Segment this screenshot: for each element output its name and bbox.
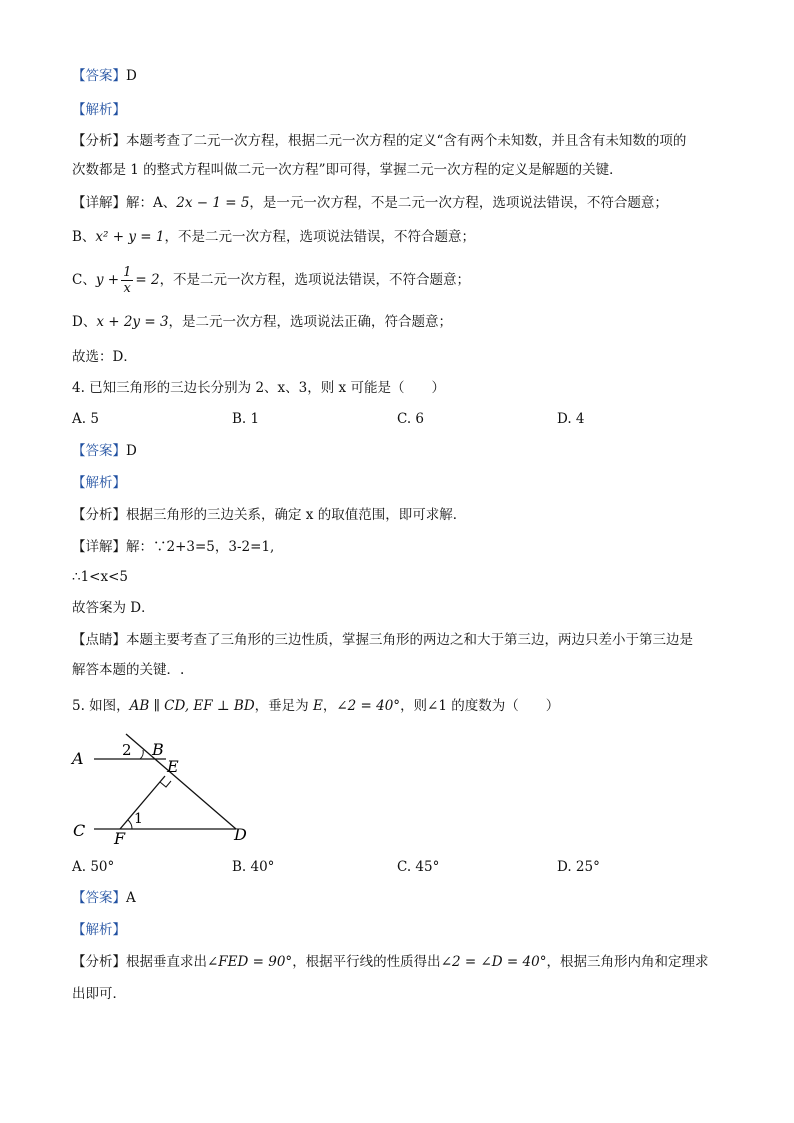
label-1: 1 [134, 811, 143, 827]
q4-analysis-tag: 【解析】 [72, 475, 126, 491]
q4-option-d: D. 4 [557, 411, 585, 427]
right-angle-mark [160, 781, 171, 787]
q5-option-a: A. 50° [72, 859, 115, 875]
label-b: B [152, 740, 164, 759]
q5-fenxi-line1: 【分析】根据垂直求出∠FED = 90°，根据平行线的性质得出∠2 = ∠D = 40°，根据三角形内角和定理求 [72, 954, 709, 970]
q3-answer-line [72, 66, 137, 86]
label-e: E [167, 757, 179, 776]
q4-comment-line1: 【点睛】本题主要考查了三角形的三边性质，掌握三角形的两边之和大于第三边，两边只差小于第三边是 [72, 632, 693, 648]
q5-option-b: B. 40° [232, 859, 275, 875]
q3-detail-b: B、x² + y = 1，不是二元一次方程，选项说法错误，不符合题意； [72, 229, 475, 245]
q4-option-a: A. 5 [72, 411, 99, 427]
label-a: A [72, 749, 84, 768]
label-c: C [73, 821, 86, 840]
label-d: D [234, 825, 247, 844]
q5-answer-line: 【答案】A [72, 890, 136, 906]
q5-option-c: C. 45° [397, 859, 440, 875]
q4-fenxi: 【分析】根据三角形的三边关系，确定 x 的取值范围，即可求解． [72, 507, 467, 523]
label-2: 2 [122, 741, 132, 759]
detail-tag: 【详解】 [72, 195, 126, 211]
q4-stem: 4. 已知三角形的三边长分别为 2、x、3，则 x 可能是（ ） [72, 380, 445, 396]
q3-conclusion: 故选：D． [72, 349, 137, 365]
q3-detail-c: C、y + $\frac{1}{x}$ = 2，不是二元一次方程，选项说法错误，不符合题意； [72, 265, 471, 296]
geometry-figure [70, 728, 270, 848]
q5-fenxi-line2: 出即可． [72, 986, 126, 1002]
q4-option-b: B. 1 [232, 411, 260, 427]
q4-option-c: C. 6 [397, 411, 425, 427]
answer-tag: 【答案】 [72, 68, 126, 84]
angle-2-arc [140, 750, 143, 759]
label-f: F [114, 829, 126, 848]
q3-fenxi-line1: 【分析】本题考查了二元一次方程，根据二元一次方程的定义“含有两个未知数，并且含有未知数的项的 [72, 133, 687, 149]
q4-detail-2: ∴1<x<5 [72, 569, 129, 585]
q3-detail-d: D、x + 2y = 3，是二元一次方程，选项说法正确，符合题意； [72, 314, 453, 330]
q3-fenxi-line2: 次数都是 1 的整式方程叫做二元一次方程”即可得，掌握二元一次方程的定义是解题的关键． [72, 162, 623, 178]
answer-value: D [126, 68, 137, 84]
angle-1-arc [128, 820, 132, 829]
q5-option-d: D. 25° [557, 859, 600, 875]
q4-comment-line2: 解答本题的关键．. [72, 662, 185, 678]
q3-analysis-tag: 【解析】 [72, 102, 126, 118]
q5-analysis-tag: 【解析】 [72, 922, 126, 938]
q3-detail-a: 【详解】解：A、2x − 1 = 5，是一元一次方程，不是二元一次方程，选项说法错误，不符合题意； [72, 195, 668, 211]
q5-stem: 5. 如图，AB ∥ CD, EF ⊥ BD，垂足为 E，∠2 = 40°，则∠1 的度数为（ ） [72, 698, 560, 714]
q4-answer-line: 【答案】D [72, 443, 137, 459]
fenxi-tag: 【分析】 [72, 133, 126, 149]
q4-detail: 【详解】解：∵2+3=5，3-2=1, [72, 539, 275, 555]
fraction: $\frac{1}{x}$ [123, 265, 132, 296]
q4-conclusion: 故答案为 D． [72, 600, 155, 616]
